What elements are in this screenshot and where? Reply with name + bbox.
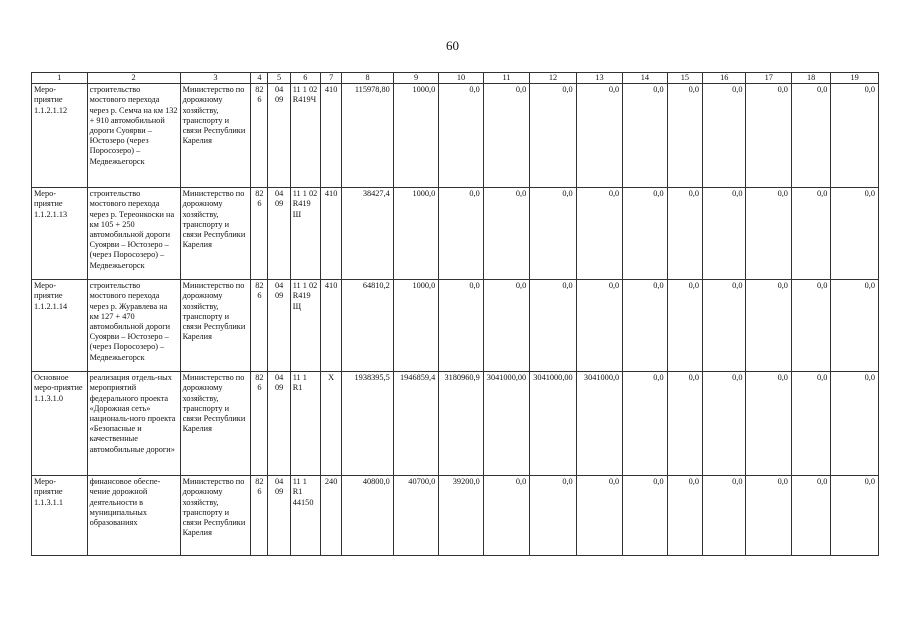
value-cell: 0,0 [623,188,667,280]
value-cell: 115978,80 [342,84,394,188]
value-cell: 3041000,00 [483,372,529,476]
measure-id: Меро-приятие 1.1.3.1.1 [32,476,88,556]
budget-table [31,72,879,556]
measure-id: Меро-приятие 1.1.2.1.13 [32,188,88,280]
value-cell: 40700,0 [393,476,438,556]
value-cell: 0,0 [530,476,576,556]
value-cell: 0,0 [667,372,702,476]
section-code: 04 09 [268,476,290,556]
value-cell: 0,0 [667,476,702,556]
header-row [32,73,879,84]
col-header: 16 [703,73,746,84]
value-cell: 0,0 [746,476,791,556]
col-header: 12 [530,73,576,84]
col-header: 15 [667,73,702,84]
table-row [32,280,879,372]
value-cell: 0,0 [831,476,879,556]
section-code: 04 09 [268,280,290,372]
value-cell: 0,0 [703,280,746,372]
table-row [32,84,879,188]
grbs-code: 826 [251,84,268,188]
measure-id: Меро-приятие 1.1.2.1.12 [32,84,88,188]
value-cell: 0,0 [746,188,791,280]
value-cell: 0,0 [483,280,529,372]
value-cell: 0,0 [530,280,576,372]
value-cell: 0,0 [831,84,879,188]
value-cell: 0,0 [576,188,622,280]
page-number: 60 [446,38,459,53]
value-cell: 0,0 [703,84,746,188]
col-header: 3 [180,73,251,84]
value-cell: 0,0 [623,84,667,188]
grbs-code: 826 [251,372,268,476]
section-code: 04 09 [268,188,290,280]
value-cell: 0,0 [831,188,879,280]
expense-type: 240 [321,476,342,556]
measure-description: финансовое обеспе-чение дорожной деятельности в муниципальных образованиях [87,476,180,556]
value-cell: 0,0 [576,280,622,372]
expense-type: 410 [321,188,342,280]
col-header: 5 [268,73,290,84]
value-cell: 3180960,9 [439,372,483,476]
target-article: 11 1 02 R419Ш [290,188,320,280]
value-cell: 0,0 [746,84,791,188]
value-cell: 1000,0 [393,280,438,372]
section-code: 04 09 [268,84,290,188]
value-cell: 0,0 [576,84,622,188]
value-cell: 0,0 [791,84,830,188]
section-code: 04 09 [268,372,290,476]
value-cell: 39200,0 [439,476,483,556]
value-cell: 0,0 [439,280,483,372]
value-cell: 0,0 [791,372,830,476]
col-header: 10 [439,73,483,84]
value-cell: 0,0 [483,188,529,280]
measure-description: строительство мостового перехода через р. Журавлева на км 127 + 470 автомобильной дороги Суоярви – Юстозеро – (через Поросозеро) – Медвежьегорск [87,280,180,372]
value-cell: 0,0 [791,476,830,556]
value-cell: 0,0 [439,84,483,188]
table-row [32,188,879,280]
col-header: 2 [87,73,180,84]
value-cell: 0,0 [483,476,529,556]
value-cell: 64810,2 [342,280,394,372]
col-header: 14 [623,73,667,84]
measure-id: Основное меро-приятие 1.1.3.1.0 [32,372,88,476]
col-header: 7 [321,73,342,84]
measure-description: строительство мостового перехода через р. Тереонкоски на км 105 + 250 автомобильной дороги Суоярви – Юстозеро – (через Поросозеро) – Медвежьегорск [87,188,180,280]
responsible-body: Министерство по дорожному хозяйству, транспорту и связи Республики Карелия [180,372,251,476]
value-cell: 0,0 [746,280,791,372]
expense-type: 410 [321,280,342,372]
value-cell: 0,0 [439,188,483,280]
value-cell: 0,0 [746,372,791,476]
value-cell: 0,0 [667,84,702,188]
col-header: 13 [576,73,622,84]
value-cell: 0,0 [667,188,702,280]
grbs-code: 826 [251,280,268,372]
value-cell: 0,0 [703,372,746,476]
value-cell: 3041000,00 [530,372,576,476]
col-header: 18 [791,73,830,84]
responsible-body: Министерство по дорожному хозяйству, транспорту и связи Республики Карелия [180,476,251,556]
value-cell: 38427,4 [342,188,394,280]
col-header: 17 [746,73,791,84]
measure-id: Меро-приятие 1.1.2.1.14 [32,280,88,372]
col-header: 19 [831,73,879,84]
value-cell: 0,0 [703,476,746,556]
col-header: 4 [251,73,268,84]
col-header: 9 [393,73,438,84]
target-article: 11 1 R1 44150 [290,476,320,556]
value-cell: 0,0 [831,280,879,372]
grbs-code: 826 [251,476,268,556]
responsible-body: Министерство по дорожному хозяйству, транспорту и связи Республики Карелия [180,188,251,280]
value-cell: 1946859,4 [393,372,438,476]
measure-description: строительство мостового перехода через р. Семча на км 132 + 910 автомобильной дороги Суоярви – Юстозеро (через Поросозеро) – Медвежьегорск [87,84,180,188]
value-cell: 0,0 [576,476,622,556]
value-cell: 0,0 [667,280,702,372]
table-row [32,372,879,476]
target-article: 11 1 02 R419Щ [290,280,320,372]
col-header: 1 [32,73,88,84]
responsible-body: Министерство по дорожному хозяйству, транспорту и связи Республики Карелия [180,280,251,372]
grbs-code: 826 [251,188,268,280]
target-article: 11 1 02 R419Ч [290,84,320,188]
table-row [32,476,879,556]
measure-description: реализация отдель-ных мероприятий федерального проекта «Дорожная сеть» националь-ного проекта «Безопасные и качественные автомобильные дороги» [87,372,180,476]
value-cell: 0,0 [623,476,667,556]
responsible-body: Министерство по дорожному хозяйству, транспорту и связи Республики Карелия [180,84,251,188]
value-cell: 40800,0 [342,476,394,556]
value-cell: 0,0 [623,280,667,372]
value-cell: 0,0 [623,372,667,476]
value-cell: 0,0 [530,84,576,188]
col-header: 8 [342,73,394,84]
expense-type: X [321,372,342,476]
value-cell: 0,0 [831,372,879,476]
value-cell: 1938395,5 [342,372,394,476]
col-header: 6 [290,73,320,84]
value-cell: 0,0 [791,280,830,372]
value-cell: 0,0 [483,84,529,188]
value-cell: 1000,0 [393,188,438,280]
value-cell: 0,0 [703,188,746,280]
value-cell: 0,0 [530,188,576,280]
value-cell: 0,0 [791,188,830,280]
value-cell: 3041000,0 [576,372,622,476]
value-cell: 1000,0 [393,84,438,188]
expense-type: 410 [321,84,342,188]
target-article: 11 1 R1 [290,372,320,476]
col-header: 11 [483,73,529,84]
